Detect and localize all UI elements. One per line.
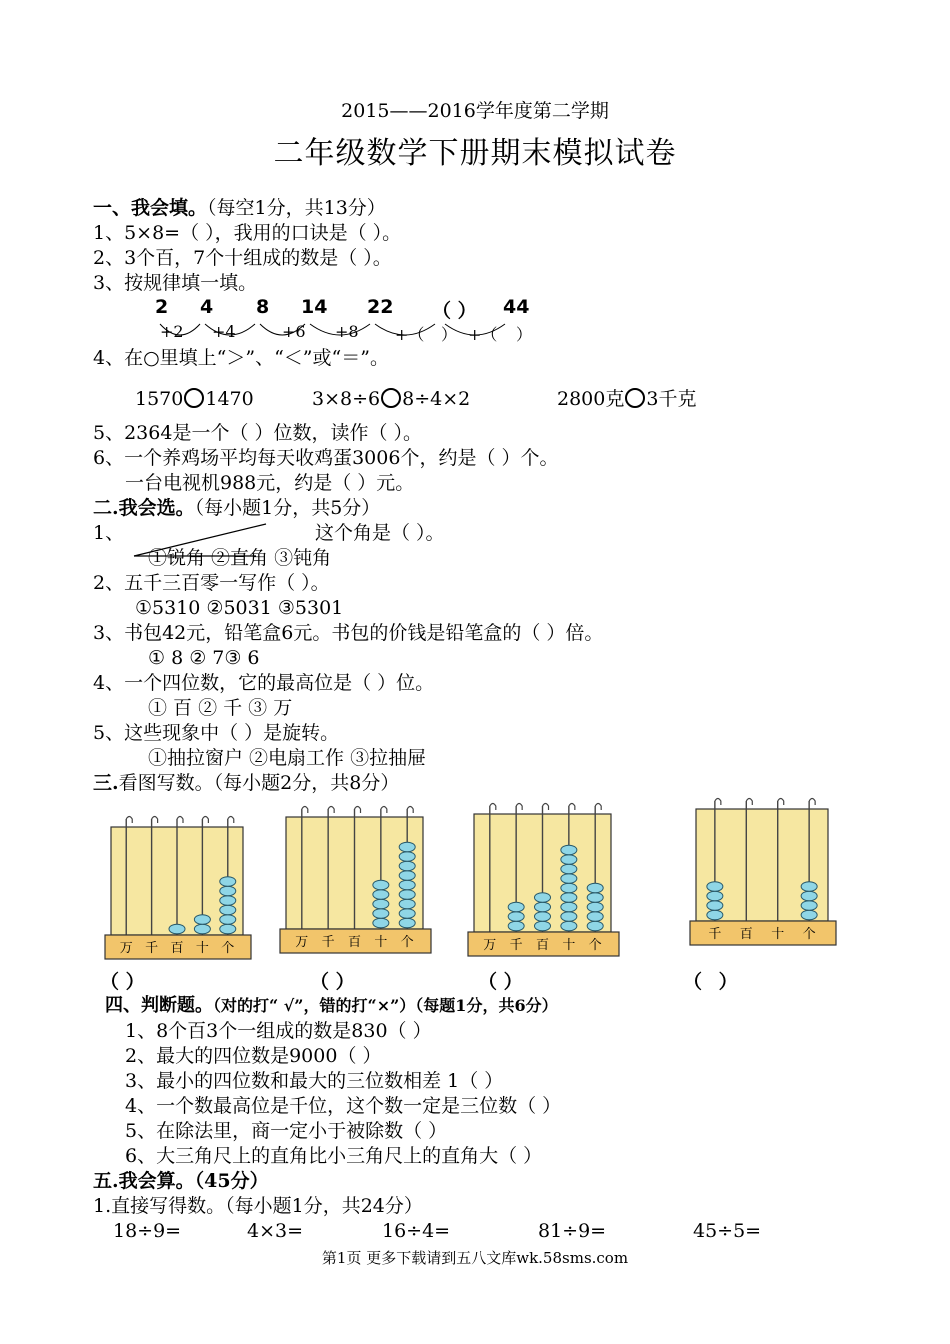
abacus-1 xyxy=(103,813,253,961)
abacus-bead xyxy=(561,864,577,874)
page-footer: 第1页 更多下载请到五八文库wk.58sms.com xyxy=(321,1249,629,1267)
section-3-heading xyxy=(93,771,399,795)
rod-hook xyxy=(407,807,413,814)
seq-2: 2 xyxy=(155,296,169,318)
abacus-bead xyxy=(587,902,603,912)
abacus-bead xyxy=(508,912,524,922)
rod-hook xyxy=(516,804,522,811)
rod-hook xyxy=(569,804,575,811)
section-2-heading xyxy=(93,496,380,520)
s2-q4-options: ① 百 ② 千 ③ 万 xyxy=(148,697,293,719)
calc-5: 45÷5= xyxy=(693,1220,762,1242)
abacus-bead xyxy=(561,902,577,912)
abacus-4 xyxy=(688,795,838,947)
s1-q6b: 一台电视机988元，约是（ ）元。 xyxy=(125,472,415,494)
abacus-bead xyxy=(561,883,577,893)
seq-8: 8 xyxy=(256,296,270,318)
seq-22: 22 xyxy=(367,296,394,318)
section-4-heading xyxy=(105,994,558,1018)
abacus-bead xyxy=(561,921,577,931)
s1-q2: 2、3个百，7个十组成的数是（ ）。 xyxy=(93,247,392,269)
rod-hook xyxy=(490,804,496,811)
abacus-place-label: 千 xyxy=(509,938,523,953)
abacus-bead xyxy=(587,912,603,922)
abacus-bead xyxy=(707,891,723,901)
section-3-score: （每小题2分，共8分） xyxy=(213,772,400,794)
compare-1 xyxy=(135,387,254,411)
abacus-bead xyxy=(801,882,817,892)
rod-hook xyxy=(381,807,387,814)
abacus-3-answer[interactable]: （ ） xyxy=(478,971,523,993)
abacus-4-answer[interactable]: （ ） xyxy=(683,971,738,993)
abacus-bead xyxy=(399,880,415,890)
abacus-bead xyxy=(587,921,603,931)
abacus-bead xyxy=(220,886,236,896)
abacus-bead xyxy=(707,882,723,892)
abacus-bead xyxy=(535,893,551,903)
diff-5-close: ） xyxy=(441,325,458,344)
diff-6-open: +（ xyxy=(468,325,498,344)
diff-6-close: ） xyxy=(516,325,533,344)
rod-hook xyxy=(126,817,132,824)
compare-3 xyxy=(557,387,696,411)
abacus-2-answer[interactable]: （ ） xyxy=(310,971,355,993)
s2-q5: 5、这些现象中（ ）是旋转。 xyxy=(93,722,340,744)
section-1-score: （每空1分，共13分） xyxy=(207,197,386,219)
s2-q1-number: 1、 xyxy=(93,522,125,544)
abacus-bead xyxy=(801,910,817,920)
abacus-bead xyxy=(561,912,577,922)
abacus-bead xyxy=(373,880,389,890)
abacus-place-label: 万 xyxy=(119,941,133,956)
abacus-bead xyxy=(220,896,236,906)
s1-q1: 1、5×8=（ ），我用的口诀是（ ）。 xyxy=(93,222,402,244)
abacus-bead xyxy=(587,893,603,903)
calc-1: 18÷9= xyxy=(113,1220,182,1242)
section-5-score: （45分） xyxy=(194,1170,269,1192)
abacus-bead xyxy=(399,861,415,871)
section-2-title: 二.我会选。 xyxy=(93,497,195,519)
rod-hook xyxy=(746,799,752,806)
compare-2-right: 8÷4×2 xyxy=(402,388,471,410)
abacus-place-label: 个 xyxy=(221,941,235,956)
abacus-bead xyxy=(399,899,415,909)
section-1-title: 一、我会填。 xyxy=(93,197,208,219)
seq-blank: （ ） xyxy=(432,300,477,322)
rod-hook xyxy=(809,799,815,806)
abacus-bead xyxy=(561,893,577,903)
rod-hook xyxy=(202,817,208,824)
abacus-bead xyxy=(373,918,389,928)
abacus-bead xyxy=(399,842,415,852)
s2-q1-options: ①锐角 ②直角 ③钝角 xyxy=(148,547,332,569)
abacus-bead xyxy=(535,912,551,922)
abacus-bead xyxy=(561,855,577,865)
abacus-place-label: 百 xyxy=(347,935,362,950)
s2-q5-options: ①抽拉窗户 ②电扇工作 ③拉抽屉 xyxy=(148,747,427,769)
rod-hook xyxy=(328,807,334,814)
abacus-bead xyxy=(169,924,185,934)
diff-5-open: +（ xyxy=(395,325,425,344)
diff-1: +2 xyxy=(160,322,184,341)
s4-item-4: 4、一个数最高位是千位，这个数一定是三位数（ ） xyxy=(125,1095,562,1117)
abacus-place-label: 十 xyxy=(374,935,388,950)
abacus-bead xyxy=(399,909,415,919)
s2-q3: 3、书包42元，铅笔盒6元。书包的价钱是铅笔盒的（ ）倍。 xyxy=(93,622,604,644)
calc-4: 81÷9= xyxy=(538,1220,607,1242)
abacus-bead xyxy=(801,901,817,911)
compare-1-right: 1470 xyxy=(205,388,254,410)
exam-title: 二年级数学下册期末模拟试卷 xyxy=(273,136,677,171)
s2-q1: 这个角是（ ）。 xyxy=(315,522,445,544)
section-4-title: 四、判断题。 xyxy=(105,995,213,1016)
exam-year: 2015——2016学年度第二学期 xyxy=(341,100,609,122)
abacus-place-label: 十 xyxy=(771,927,785,942)
abacus-bead xyxy=(508,921,524,931)
abacus-bead xyxy=(373,890,389,900)
abacus-bead xyxy=(220,924,236,934)
abacus-place-label: 千 xyxy=(708,927,722,942)
compare-1-circle[interactable] xyxy=(184,388,204,408)
compare-1-left: 1570 xyxy=(135,388,184,410)
diff-3: +6 xyxy=(282,322,306,341)
seq-4: 4 xyxy=(200,296,214,318)
abacus-bead xyxy=(194,915,210,925)
diff-2: +4 xyxy=(212,322,236,341)
abacus-bead xyxy=(399,852,415,862)
abacus-bead xyxy=(373,909,389,919)
abacus-bead xyxy=(220,915,236,925)
rod-hook xyxy=(778,799,784,806)
s4-item-5: 5、在除法里，商一定小于被除数（ ） xyxy=(125,1120,448,1142)
compare-2-left: 3×8÷6 xyxy=(312,388,381,410)
rod-hook xyxy=(715,799,721,806)
seq-44: 44 xyxy=(503,296,530,318)
abacus-bead xyxy=(220,905,236,915)
abacus-bead xyxy=(587,883,603,893)
abacus-bead xyxy=(508,902,524,912)
s1-q3: 3、按规律填一填。 xyxy=(93,272,258,294)
s2-q2: 2、五千三百零一写作（ ）。 xyxy=(93,572,330,594)
s4-item-1: 1、8个百3个一组成的数是830（ ） xyxy=(125,1020,432,1042)
abacus-bead xyxy=(373,899,389,909)
s2-q2-options: ①5310 ②5031 ③5301 xyxy=(135,597,344,619)
rod-hook xyxy=(228,817,234,824)
rod-hook xyxy=(152,817,158,824)
rod-hook xyxy=(543,804,549,811)
abacus-bead xyxy=(399,890,415,900)
abacus-place-label: 千 xyxy=(321,935,335,950)
s4-item-2: 2、最大的四位数是9000（ ） xyxy=(125,1045,382,1067)
s2-q4: 4、一个四位数，它的最高位是（ ）位。 xyxy=(93,672,435,694)
section-5-title: 五.我会算。 xyxy=(93,1170,195,1192)
abacus-1-answer[interactable]: （ ） xyxy=(100,971,145,993)
s2-q3-options: ① 8 ② 7③ 6 xyxy=(148,647,260,669)
section-5-heading xyxy=(93,1169,269,1193)
s4-item-3: 3、最小的四位数和最大的三位数相差 1（ ） xyxy=(125,1070,504,1092)
abacus-place-label: 个 xyxy=(802,927,816,942)
abacus-bead xyxy=(561,845,577,855)
abacus-bead xyxy=(707,901,723,911)
section-3-number: 三. xyxy=(93,772,119,794)
abacus-bead xyxy=(194,924,210,934)
abacus-place-label: 万 xyxy=(483,938,497,953)
rod-hook xyxy=(355,807,361,814)
abacus-place-label: 千 xyxy=(145,941,159,956)
s1-q4: 4、在○里填上“＞”、“＜”或“＝”。 xyxy=(93,347,389,369)
abacus-bead xyxy=(801,891,817,901)
section-1-heading xyxy=(93,196,386,220)
compare-2-circle[interactable] xyxy=(381,388,401,408)
calc-2: 4×3= xyxy=(247,1220,304,1242)
abacus-bead xyxy=(535,921,551,931)
abacus-3 xyxy=(466,800,621,958)
abacus-place-label: 个 xyxy=(588,938,602,953)
compare-3-circle[interactable] xyxy=(625,388,645,408)
rod-hook xyxy=(177,817,183,824)
diff-4: +8 xyxy=(335,322,359,341)
compare-3-right: 3千克 xyxy=(646,388,697,410)
abacus-bead xyxy=(707,910,723,920)
abacus-place-label: 百 xyxy=(739,927,753,942)
s1-q5: 5、2364是一个（ ）位数，读作（ ）。 xyxy=(93,422,423,444)
compare-2 xyxy=(312,387,470,411)
abacus-place-label: 十 xyxy=(195,941,209,956)
calc-3: 16÷4= xyxy=(382,1220,451,1242)
abacus-bead xyxy=(220,877,236,887)
seq-14: 14 xyxy=(301,296,328,318)
abacus-2 xyxy=(278,803,433,955)
s5-sub1: 1.直接写得数。（每小题1分，共24分） xyxy=(93,1195,423,1217)
abacus-place-label: 十 xyxy=(562,938,576,953)
rod-hook xyxy=(302,807,308,814)
rod-hook xyxy=(595,804,601,811)
s4-item-6: 6、大三角尺上的直角比小三角尺上的直角大（ ） xyxy=(125,1145,543,1167)
abacus-bead xyxy=(399,871,415,881)
abacus-bead xyxy=(399,918,415,928)
abacus-place-label: 个 xyxy=(400,935,414,950)
abacus-place-label: 百 xyxy=(535,938,550,953)
abacus-bead xyxy=(535,902,551,912)
abacus-place-label: 百 xyxy=(170,941,184,956)
abacus-place-label: 万 xyxy=(295,935,309,950)
s1-q6a: 6、一个养鸡场平均每天收鸡蛋3006个，约是（ ）个。 xyxy=(93,447,559,469)
section-3-title: 看图写数。 xyxy=(118,772,214,794)
section-4-instructions: （对的打“ √”，错的打“×”）（每题1分，共6分） xyxy=(213,996,558,1015)
section-2-score: （每小题1分，共5分） xyxy=(194,497,381,519)
abacus-bead xyxy=(561,874,577,884)
compare-3-left: 2800克 xyxy=(557,388,625,410)
